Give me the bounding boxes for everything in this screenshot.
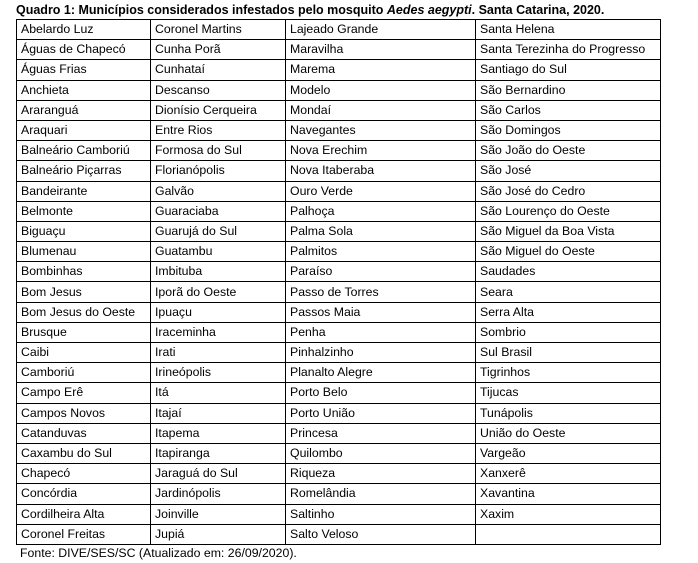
table-cell: Tijucas xyxy=(476,383,661,403)
table-cell: São Domingos xyxy=(476,120,661,140)
table-cell: Palma Sola xyxy=(286,221,476,241)
table-cell: Araranguá xyxy=(17,100,151,120)
table-row xyxy=(17,161,661,181)
municipalities-table-body xyxy=(17,20,661,545)
table-cell: Cunha Porã xyxy=(151,40,286,60)
municipalities-table xyxy=(16,19,661,545)
table-row xyxy=(17,363,661,383)
table-cell: Campo Erê xyxy=(17,383,151,403)
table-row xyxy=(17,141,661,161)
table-cell: Saudades xyxy=(476,262,661,282)
table-row xyxy=(17,403,661,423)
table-cell: São Carlos xyxy=(476,100,661,120)
table-cell: São Bernardino xyxy=(476,80,661,100)
table-cell: Pinhalzinho xyxy=(286,343,476,363)
table-cell: Itapiranga xyxy=(151,443,286,463)
table-cell: Camboriú xyxy=(17,363,151,383)
table-cell: Abelardo Luz xyxy=(17,20,151,40)
caption-species: Aedes aegypti xyxy=(386,3,472,17)
table-cell: Xaxim xyxy=(476,504,661,524)
table-cell: Catanduvas xyxy=(17,423,151,443)
table-cell: Tunápolis xyxy=(476,403,661,423)
table-cell: Itá xyxy=(151,383,286,403)
table-cell: Dionísio Cerqueira xyxy=(151,100,286,120)
table-row xyxy=(17,242,661,262)
table-cell: Belmonte xyxy=(17,201,151,221)
table-cell: Santa Helena xyxy=(476,20,661,40)
table-cell: Coronel Martins xyxy=(151,20,286,40)
table-cell: Coronel Freitas xyxy=(17,524,151,544)
table-cell: União do Oeste xyxy=(476,423,661,443)
table-cell: Santiago do Sul xyxy=(476,60,661,80)
table-cell: Palmitos xyxy=(286,242,476,262)
table-cell: Bandeirante xyxy=(17,181,151,201)
table-cell: São Lourenço do Oeste xyxy=(476,201,661,221)
table-row xyxy=(17,302,661,322)
table-cell: Planalto Alegre xyxy=(286,363,476,383)
table-row xyxy=(17,423,661,443)
table-cell: Xanxerê xyxy=(476,464,661,484)
table-row xyxy=(17,524,661,544)
source-note: Fonte: DIVE/SES/SC (Atualizado em: 26/09/2020). xyxy=(20,546,297,560)
table-cell: Águas Frias xyxy=(17,60,151,80)
table-cell: Navegantes xyxy=(286,120,476,140)
table-cell: Jaraguá do Sul xyxy=(151,464,286,484)
table-row xyxy=(17,20,661,40)
table-cell: Joinville xyxy=(151,504,286,524)
table-cell: Santa Terezinha do Progresso xyxy=(476,40,661,60)
table-cell: Águas de Chapecó xyxy=(17,40,151,60)
table-cell: Iraceminha xyxy=(151,322,286,342)
table-cell: Concórdia xyxy=(17,484,151,504)
table-cell: Formosa do Sul xyxy=(151,141,286,161)
table-cell: Cordilheira Alta xyxy=(17,504,151,524)
table-cell: Brusque xyxy=(17,322,151,342)
table-cell: Nova Erechim xyxy=(286,141,476,161)
table-cell: Salto Veloso xyxy=(286,524,476,544)
table-row xyxy=(17,201,661,221)
table-cell: Guarujá do Sul xyxy=(151,221,286,241)
table-cell: Sul Brasil xyxy=(476,343,661,363)
table-cell: Riqueza xyxy=(286,464,476,484)
table-cell: São Miguel do Oeste xyxy=(476,242,661,262)
table-cell: Campos Novos xyxy=(17,403,151,423)
table-cell: Marema xyxy=(286,60,476,80)
table-cell: Porto União xyxy=(286,403,476,423)
table-cell: Bom Jesus xyxy=(17,282,151,302)
table-cell: Balneário Piçarras xyxy=(17,161,151,181)
table-cell: São José xyxy=(476,161,661,181)
table-cell: Irati xyxy=(151,343,286,363)
table-row xyxy=(17,262,661,282)
table-row xyxy=(17,504,661,524)
caption-prefix: Quadro 1: Municípios considerados infestados pelo mosquito xyxy=(16,3,387,17)
table-cell: Seara xyxy=(476,282,661,302)
table-cell: Palhoça xyxy=(286,201,476,221)
table-cell: São Miguel da Boa Vista xyxy=(476,221,661,241)
table-row xyxy=(17,282,661,302)
table-cell: Biguaçu xyxy=(17,221,151,241)
table-cell: Passo de Torres xyxy=(286,282,476,302)
table-cell: Saltinho xyxy=(286,504,476,524)
table-cell: São José do Cedro xyxy=(476,181,661,201)
table-row xyxy=(17,80,661,100)
table-cell: Entre Rios xyxy=(151,120,286,140)
table-cell: Jardinópolis xyxy=(151,484,286,504)
table-cell: Lajeado Grande xyxy=(286,20,476,40)
table-cell: Galvão xyxy=(151,181,286,201)
table-cell: Porto Belo xyxy=(286,383,476,403)
table-cell: Modelo xyxy=(286,80,476,100)
table-cell: Jupiá xyxy=(151,524,286,544)
table-cell: Quilombo xyxy=(286,443,476,463)
table-cell: Paraíso xyxy=(286,262,476,282)
table-cell: Florianópolis xyxy=(151,161,286,181)
table-cell: Tigrinhos xyxy=(476,363,661,383)
table-caption xyxy=(16,2,604,19)
table-cell: Araquari xyxy=(17,120,151,140)
table-row xyxy=(17,322,661,342)
table-row xyxy=(17,443,661,463)
table-cell: Bom Jesus do Oeste xyxy=(17,302,151,322)
table-cell: Cunhataí xyxy=(151,60,286,80)
table-row xyxy=(17,60,661,80)
table-cell: Passos Maia xyxy=(286,302,476,322)
table-cell: São João do Oeste xyxy=(476,141,661,161)
table-cell: Maravilha xyxy=(286,40,476,60)
table-cell: Caxambu do Sul xyxy=(17,443,151,463)
table-cell: Itajaí xyxy=(151,403,286,423)
table-cell: Guaraciaba xyxy=(151,201,286,221)
table-cell: Ouro Verde xyxy=(286,181,476,201)
table-row xyxy=(17,40,661,60)
table-cell: Imbituba xyxy=(151,262,286,282)
table-cell: Romelândia xyxy=(286,484,476,504)
table-row xyxy=(17,221,661,241)
table-cell: Mondaí xyxy=(286,100,476,120)
table-cell: Guatambu xyxy=(151,242,286,262)
table-row xyxy=(17,383,661,403)
caption-suffix: . Santa Catarina, 2020. xyxy=(471,3,605,17)
table-row xyxy=(17,100,661,120)
table-cell: Sombrio xyxy=(476,322,661,342)
table-cell: Balneário Camboriú xyxy=(17,141,151,161)
table-cell: Vargeão xyxy=(476,443,661,463)
table-cell: Anchieta xyxy=(17,80,151,100)
table-row xyxy=(17,181,661,201)
table-cell: Descanso xyxy=(151,80,286,100)
table-row xyxy=(17,343,661,363)
table-cell: Blumenau xyxy=(17,242,151,262)
table-cell xyxy=(476,524,661,544)
table-cell: Xavantina xyxy=(476,484,661,504)
table-cell: Bombinhas xyxy=(17,262,151,282)
table-row xyxy=(17,120,661,140)
table-cell: Irineópolis xyxy=(151,363,286,383)
table-cell: Ipuaçu xyxy=(151,302,286,322)
table-cell: Iporã do Oeste xyxy=(151,282,286,302)
table-row xyxy=(17,484,661,504)
table-cell: Itapema xyxy=(151,423,286,443)
table-cell: Penha xyxy=(286,322,476,342)
table-cell: Chapecó xyxy=(17,464,151,484)
table-cell: Nova Itaberaba xyxy=(286,161,476,181)
table-cell: Princesa xyxy=(286,423,476,443)
table-cell: Serra Alta xyxy=(476,302,661,322)
table-row xyxy=(17,464,661,484)
table-cell: Caibi xyxy=(17,343,151,363)
